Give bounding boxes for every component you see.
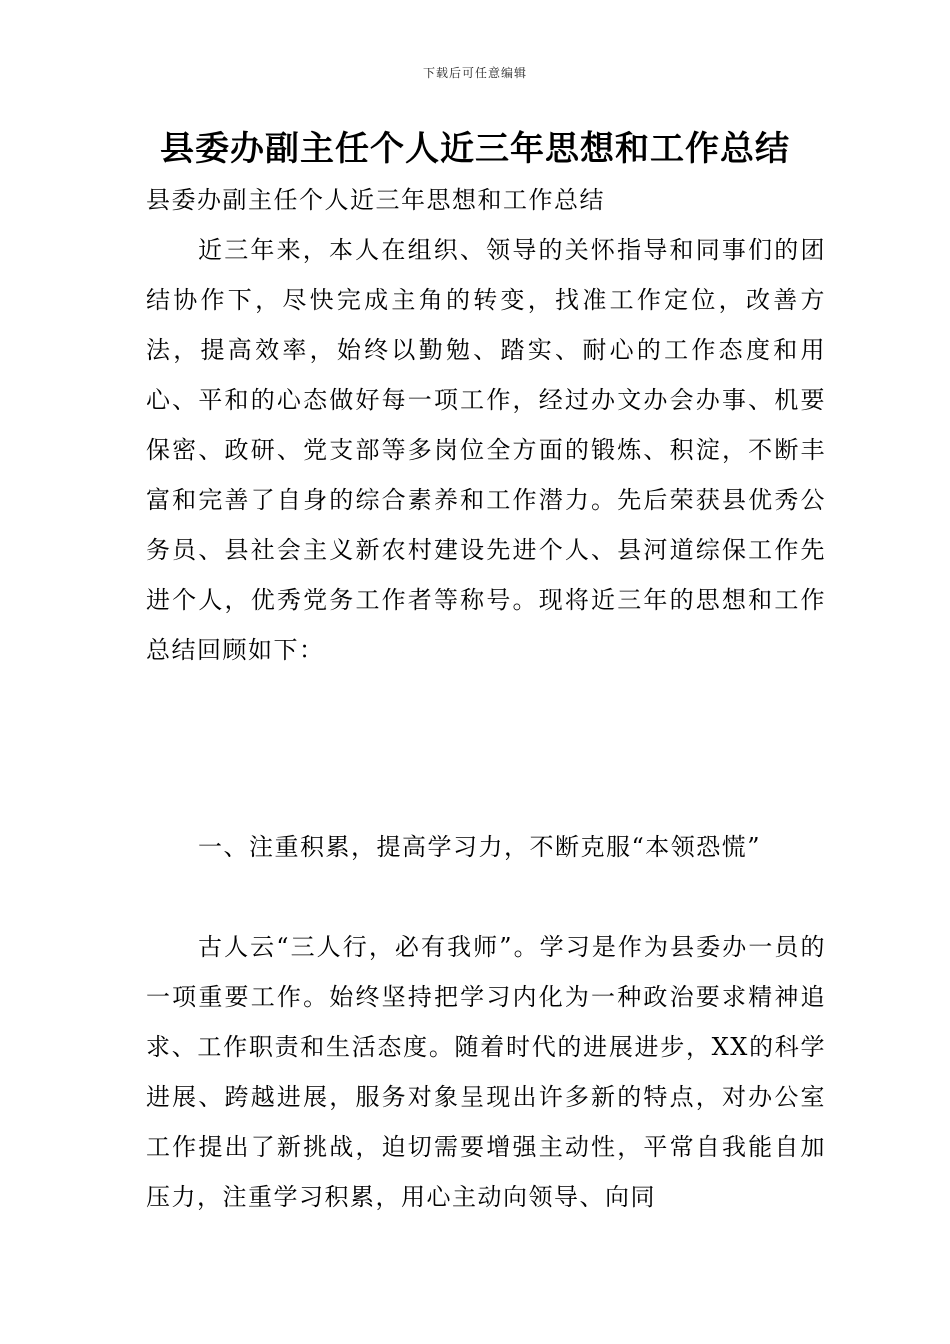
- section-heading-1: 一、注重积累，提高学习力，不断克服“本领恐慌”: [198, 833, 762, 861]
- document-title: 县委办副主任个人近三年思想和工作总结: [160, 129, 790, 169]
- section-1-paragraph: 古人云“三人行，必有我师”。学习是作为县委办一员的一项重要工作。始终坚持把学习内化为一种政治要求精神追求、工作职责和生活态度。随着时代的进展进步，XX的科学进展、跨越进展，服务对象呈现出许多新的特点，对办公室工作提出了新挑战，迫切需要增强主动性，平常自我能自加压力，注重学习积累，用心主动向领导、向同: [146, 933, 826, 1211]
- document-subtitle: 县委办副主任个人近三年思想和工作总结: [146, 186, 605, 214]
- header-note: 下载后可任意编辑: [422, 66, 527, 80]
- intro-paragraph: 近三年来，本人在组织、领导的关怀指导和同事们的团结协作下，尽快完成主角的转变，找准工作定位，改善方法，提高效率，始终以勤勉、踏实、耐心的工作态度和用心、平和的心态做好每一项工作，经过办文办会办事、机要保密、政研、党支部等多岗位全方面的锻炼、积淀，不断丰富和完善了自身的综合素养和工作潜力。先后荣获县优秀公务员、县社会主义新农村建设先进个人、县河道综保工作先进个人，优秀党务工作者等称号。现将近三年的思想和工作总结回顾如下：: [146, 236, 826, 664]
